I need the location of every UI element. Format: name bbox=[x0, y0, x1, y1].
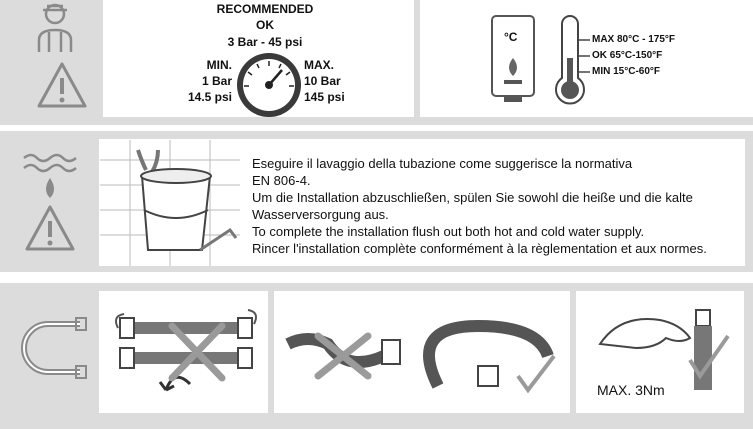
recommended-label: RECOMMENDED bbox=[216, 2, 314, 16]
plumber-icon bbox=[25, 0, 85, 60]
water-heater-icon bbox=[490, 14, 540, 104]
ok-label: OK bbox=[256, 18, 274, 32]
warning-icon bbox=[37, 62, 87, 108]
ok-value: 3 Bar - 45 psi bbox=[227, 35, 303, 49]
instruction-line: EN 806-4. bbox=[252, 173, 311, 188]
thermometer-icon bbox=[552, 18, 588, 108]
max-label: MAX. bbox=[304, 58, 334, 72]
temp-min: MIN 15°C-60°F bbox=[592, 66, 661, 77]
temp-ok: OK 65°C-150°F bbox=[592, 50, 663, 61]
min-label: MIN. bbox=[206, 58, 232, 72]
water-drop-icon bbox=[20, 148, 80, 208]
no-twist-illustration bbox=[104, 298, 264, 408]
warning-icon bbox=[25, 205, 75, 251]
flush-instructions bbox=[252, 155, 707, 257]
bucket-illustration bbox=[100, 140, 240, 266]
min-psi: 14.5 psi bbox=[187, 90, 232, 104]
celsius-label: °C bbox=[504, 30, 518, 44]
bend-radius-illustration bbox=[278, 296, 568, 412]
flexible-hose-icon bbox=[18, 318, 88, 398]
min-bar: 1 Bar bbox=[201, 74, 232, 88]
instruction-line: Eseguire il lavaggio della tubazione come suggerisce la normativa bbox=[252, 156, 633, 171]
torque-label: MAX. 3Nm bbox=[597, 382, 665, 398]
max-bar: 10 Bar bbox=[304, 74, 341, 88]
temp-max: MAX 80°C - 175°F bbox=[592, 34, 676, 45]
instruction-line: Rincer l'installation complète conformément à la règlementation et aux normes. bbox=[252, 241, 707, 256]
instruction-line: To complete the installation flush out both hot and cold water supply. bbox=[252, 224, 645, 239]
pressure-gauge bbox=[234, 50, 304, 120]
instruction-line: Wasserversorgung aus. bbox=[252, 207, 389, 222]
max-psi: 145 psi bbox=[304, 90, 345, 104]
instruction-line: Um die Installation abzuschließen, spülen Sie sowohl die heiße und die kalte bbox=[252, 190, 693, 205]
